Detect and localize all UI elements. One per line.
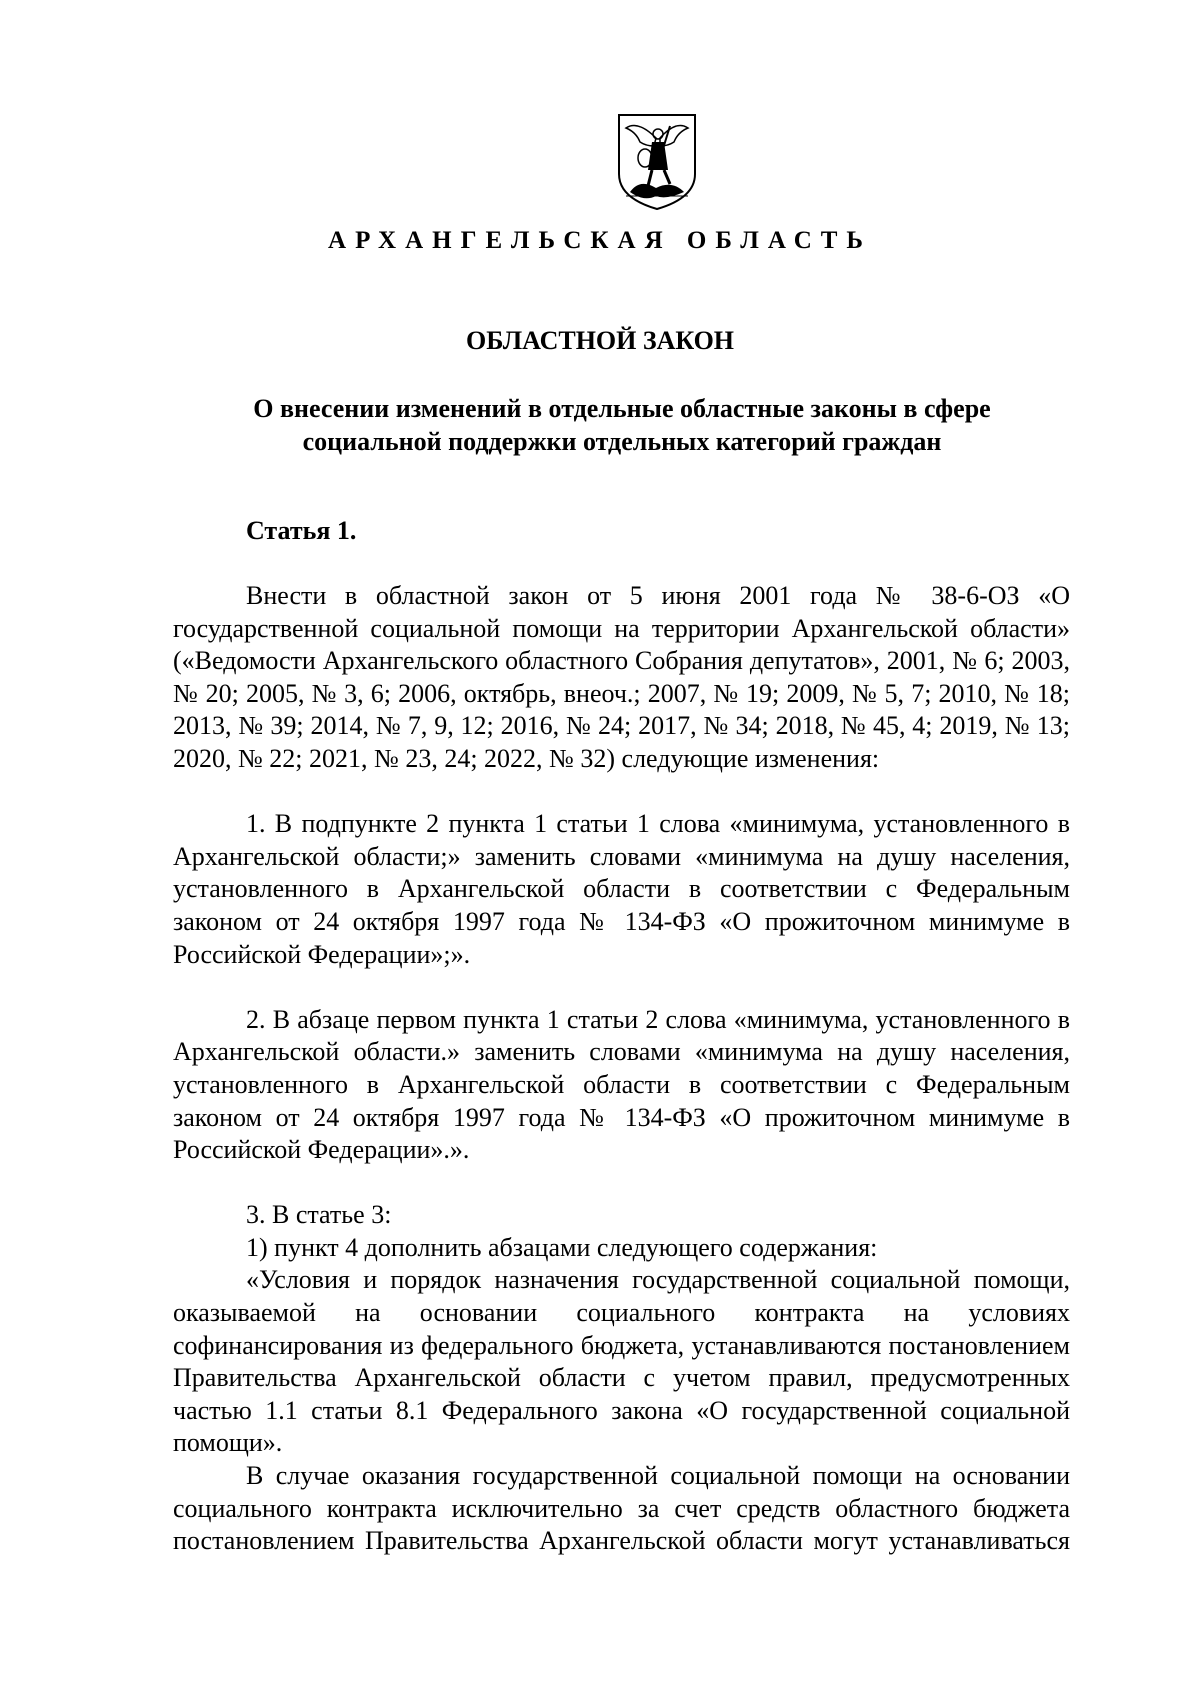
amendment-item-3-heading: 3. В статье 3: xyxy=(246,1200,392,1230)
arkhangelsk-coat-of-arms-icon xyxy=(616,112,698,212)
article-body xyxy=(173,580,1070,1558)
amendment-quote-paragraph-2: В случае оказания государственной социальной помощи на основании социального контракта исключительно за счет средств областного бюджета постановлением Правительства Архангельской области могут устанавливаться xyxy=(173,1461,1070,1556)
document-type: ОБЛАСТНОЙ ЗАКОН xyxy=(465,326,735,355)
amendment-item-2: 2. В абзаце первом пункта 1 статьи 2 слова «минимума, установленного в Архангельской области.» заменить словами «минимума на душу населения, установленного в Архангельской области в соответствии с Федеральным законом от 24 октября 1997 года № 134-ФЗ «О прожиточном минимуме в Российской Федерации».». xyxy=(173,1004,1070,1165)
region-title: АРХАНГЕЛЬСКАЯ ОБЛАСТЬ xyxy=(328,227,872,254)
law-subject-line-1: О внесении изменений в отдельные областные законы в сфере xyxy=(253,394,991,423)
law-subject-line-2: социальной поддержки отдельных категорий граждан xyxy=(302,427,942,456)
article-heading: Статья 1. xyxy=(246,516,357,545)
amendment-quote-paragraph-1: «Условия и порядок назначения государственной социальной помощи, оказываемой на основании социального контракта на условиях софинансирования из федерального бюджета, устанавливаются постановлением Правительства Архангельской области с учетом правил, предусмотренных частью 1.1 статьи 8.1 Федерального закона «О государственной социальной помощи». xyxy=(173,1265,1070,1458)
amendment-item-1: 1. В подпункте 2 пункта 1 статьи 1 слова «минимума, установленного в Архангельской области;» заменить словами «минимума на душу населения, установленного в Архангельской области в соответствии с Федеральным законом от 24 октября 1997 года № 134-ФЗ «О прожиточном минимуме в Российской Федерации»;». xyxy=(173,809,1070,969)
article-intro-paragraph: Внести в областной закон от 5 июня 2001 года № 38-6-ОЗ «О государственной социальной помощи на территории Архангельской области» («Ведомости Архангельского областного Собрания депутатов», 2001, № 6; 2003, № 20; 2005, № 3, 6; 2006, октябрь, внеоч.; 2007, № 19; 2009, № 5, 7; 2010, № 18; 2013, № 39; 2014, № 7, 9, 12; 2016, № 24; 2017, № 34; 2018, № 45, 4; 2019, № 13; 2020, № 22; 2021, № 23, 24; 2022, № 32) следующие изменения: xyxy=(173,581,1070,773)
amendment-item-3-subitem-1: 1) пункт 4 дополнить абзацами следующего содержания: xyxy=(246,1232,878,1262)
law-subject xyxy=(174,392,1070,458)
